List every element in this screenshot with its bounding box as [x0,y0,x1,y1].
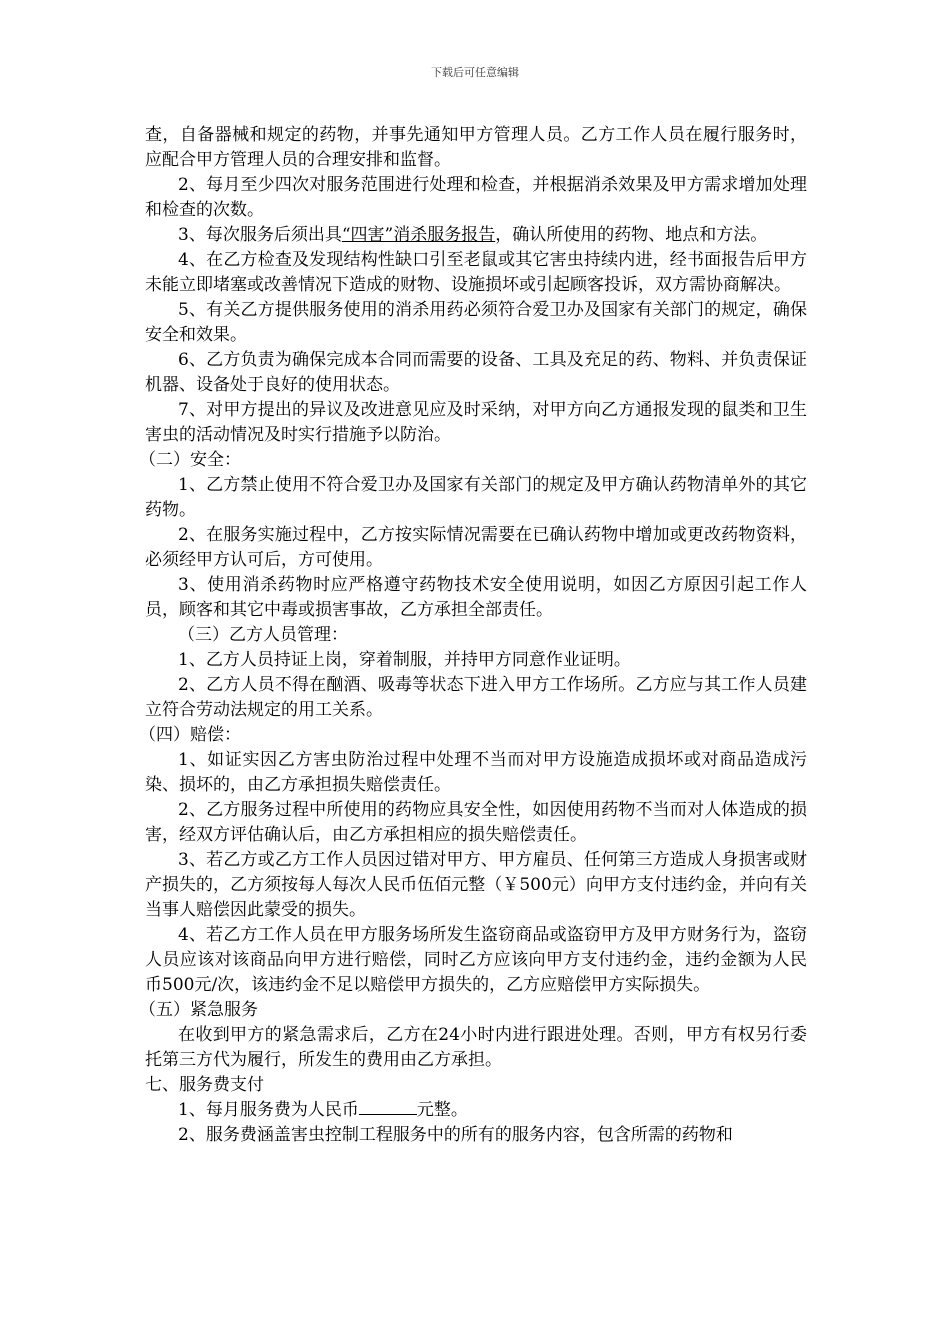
compensation-item-1: 1、如证实因乙方害虫防治过程中处理不当而对甲方设施造成损坏或对商品造成污染、损坏的，由乙方承担损失赔偿责任。 [145,750,807,795]
safety-item-3: 3、使用消杀药物时应严格遵守药物技术安全使用说明，如因乙方原因引起工作人员，顾客和其它中毒或损害事故，乙方承担全部责任。 [145,575,807,620]
paragraph-item-3-suffix: ，确认所使用的药物、地点和方法。 [495,225,768,245]
payment-item-2: 2、服务费涵盖害虫控制工程服务中的所有的服务内容，包含所需的药物和 [178,1125,733,1145]
compensation-item-4: 4、若乙方工作人员在甲方服务场所发生盗窃商品或盗窃甲方及甲方财务行为，盗窃人员应该对该商品向甲方进行赔偿，同时乙方应该向甲方支付违约金，违约金额为人民币500元/次，该违约金不足以赔偿甲方损失的，乙方应赔偿甲方实际损失。 [145,925,807,995]
paragraph-item-7: 7、对甲方提出的异议及改进意见应及时采纳，对甲方向乙方通报发现的鼠类和卫生害虫的活动情况及时实行措施予以防治。 [145,400,807,445]
payment-item-1-prefix: 1、每月服务费为人民币 [178,1100,359,1120]
section-heading-safety: （二）安全： [139,450,241,470]
paragraph-item-2: 2、每月至少四次对服务范围进行处理和检查，并根据消杀效果及甲方需求增加处理和检查的次数。 [145,175,807,220]
section-heading-emergency: （五）紧急服务 [139,1000,258,1020]
paragraph-item-3-prefix: 3、每次服务后须出具 [178,225,342,245]
paragraph-item-5: 5、有关乙方提供服务使用的消杀用药必须符合爱卫办及国家有关部门的规定，确保安全和效果。 [145,300,807,345]
section-heading-staff: （三）乙方人员管理： [178,625,348,645]
emergency-paragraph: 在收到甲方的紧急需求后，乙方在24小时内进行跟进处理。否则，甲方有权另行委托第三方代为履行，所发生的费用由乙方承担。 [145,1025,807,1070]
safety-item-1: 1、乙方禁止使用不符合爱卫办及国家有关部门的规定及甲方确认药物清单外的其它药物。 [145,475,807,520]
report-name-underlined: “四害”消杀服务报告 [341,225,496,245]
paragraph-item-4: 4、在乙方检查及发现结构性缺口引至老鼠或其它害虫持续内进，经书面报告后甲方未能立即堵塞或改善情况下造成的财物、设施损坏或引起顾客投诉，双方需协商解决。 [145,250,807,295]
compensation-item-2: 2、乙方服务过程中所使用的药物应具安全性，如因使用药物不当而对人体造成的损害，经双方评估确认后，由乙方承担相应的损失赔偿责任。 [145,800,807,845]
paragraph-item-6: 6、乙方负责为确保完成本合同而需要的设备、工具及充足的药、物料、并负责保证机器、设备处于良好的使用状态。 [145,350,807,395]
section-heading-compensation: （四）赔偿： [139,725,241,745]
staff-item-2: 2、乙方人员不得在酗酒、吸毒等状态下进入甲方工作场所。乙方应与其工作人员建立符合劳动法规定的用工关系。 [145,675,807,720]
section-heading-payment: 七、服务费支付 [145,1075,264,1095]
staff-item-1: 1、乙方人员持证上岗，穿着制服，并持甲方同意作业证明。 [178,650,631,670]
safety-item-2: 2、在服务实施过程中，乙方按实际情况需要在已确认药物中增加或更改药物资料，必须经甲方认可后，方可使用。 [145,525,807,570]
amount-blank [359,1098,417,1115]
compensation-item-3: 3、若乙方或乙方工作人员因过错对甲方、甲方雇员、任何第三方造成人身损害或财产损失的，乙方须按每人每次人民币伍佰元整（￥500元）向甲方支付违约金，并向有关当事人赔偿因此蒙受的损失。 [145,850,807,920]
paragraph-continuation: 查，自备器械和规定的药物，并事先通知甲方管理人员。乙方工作人员在履行服务时，应配合甲方管理人员的合理安排和监督。 [145,125,807,170]
payment-item-1-suffix: 元整。 [416,1100,468,1120]
paragraph-item-3 [145,223,807,248]
page-header: 下载后可任意编辑 [431,66,519,79]
document-body [139,123,807,1148]
payment-item-1 [145,1098,807,1123]
